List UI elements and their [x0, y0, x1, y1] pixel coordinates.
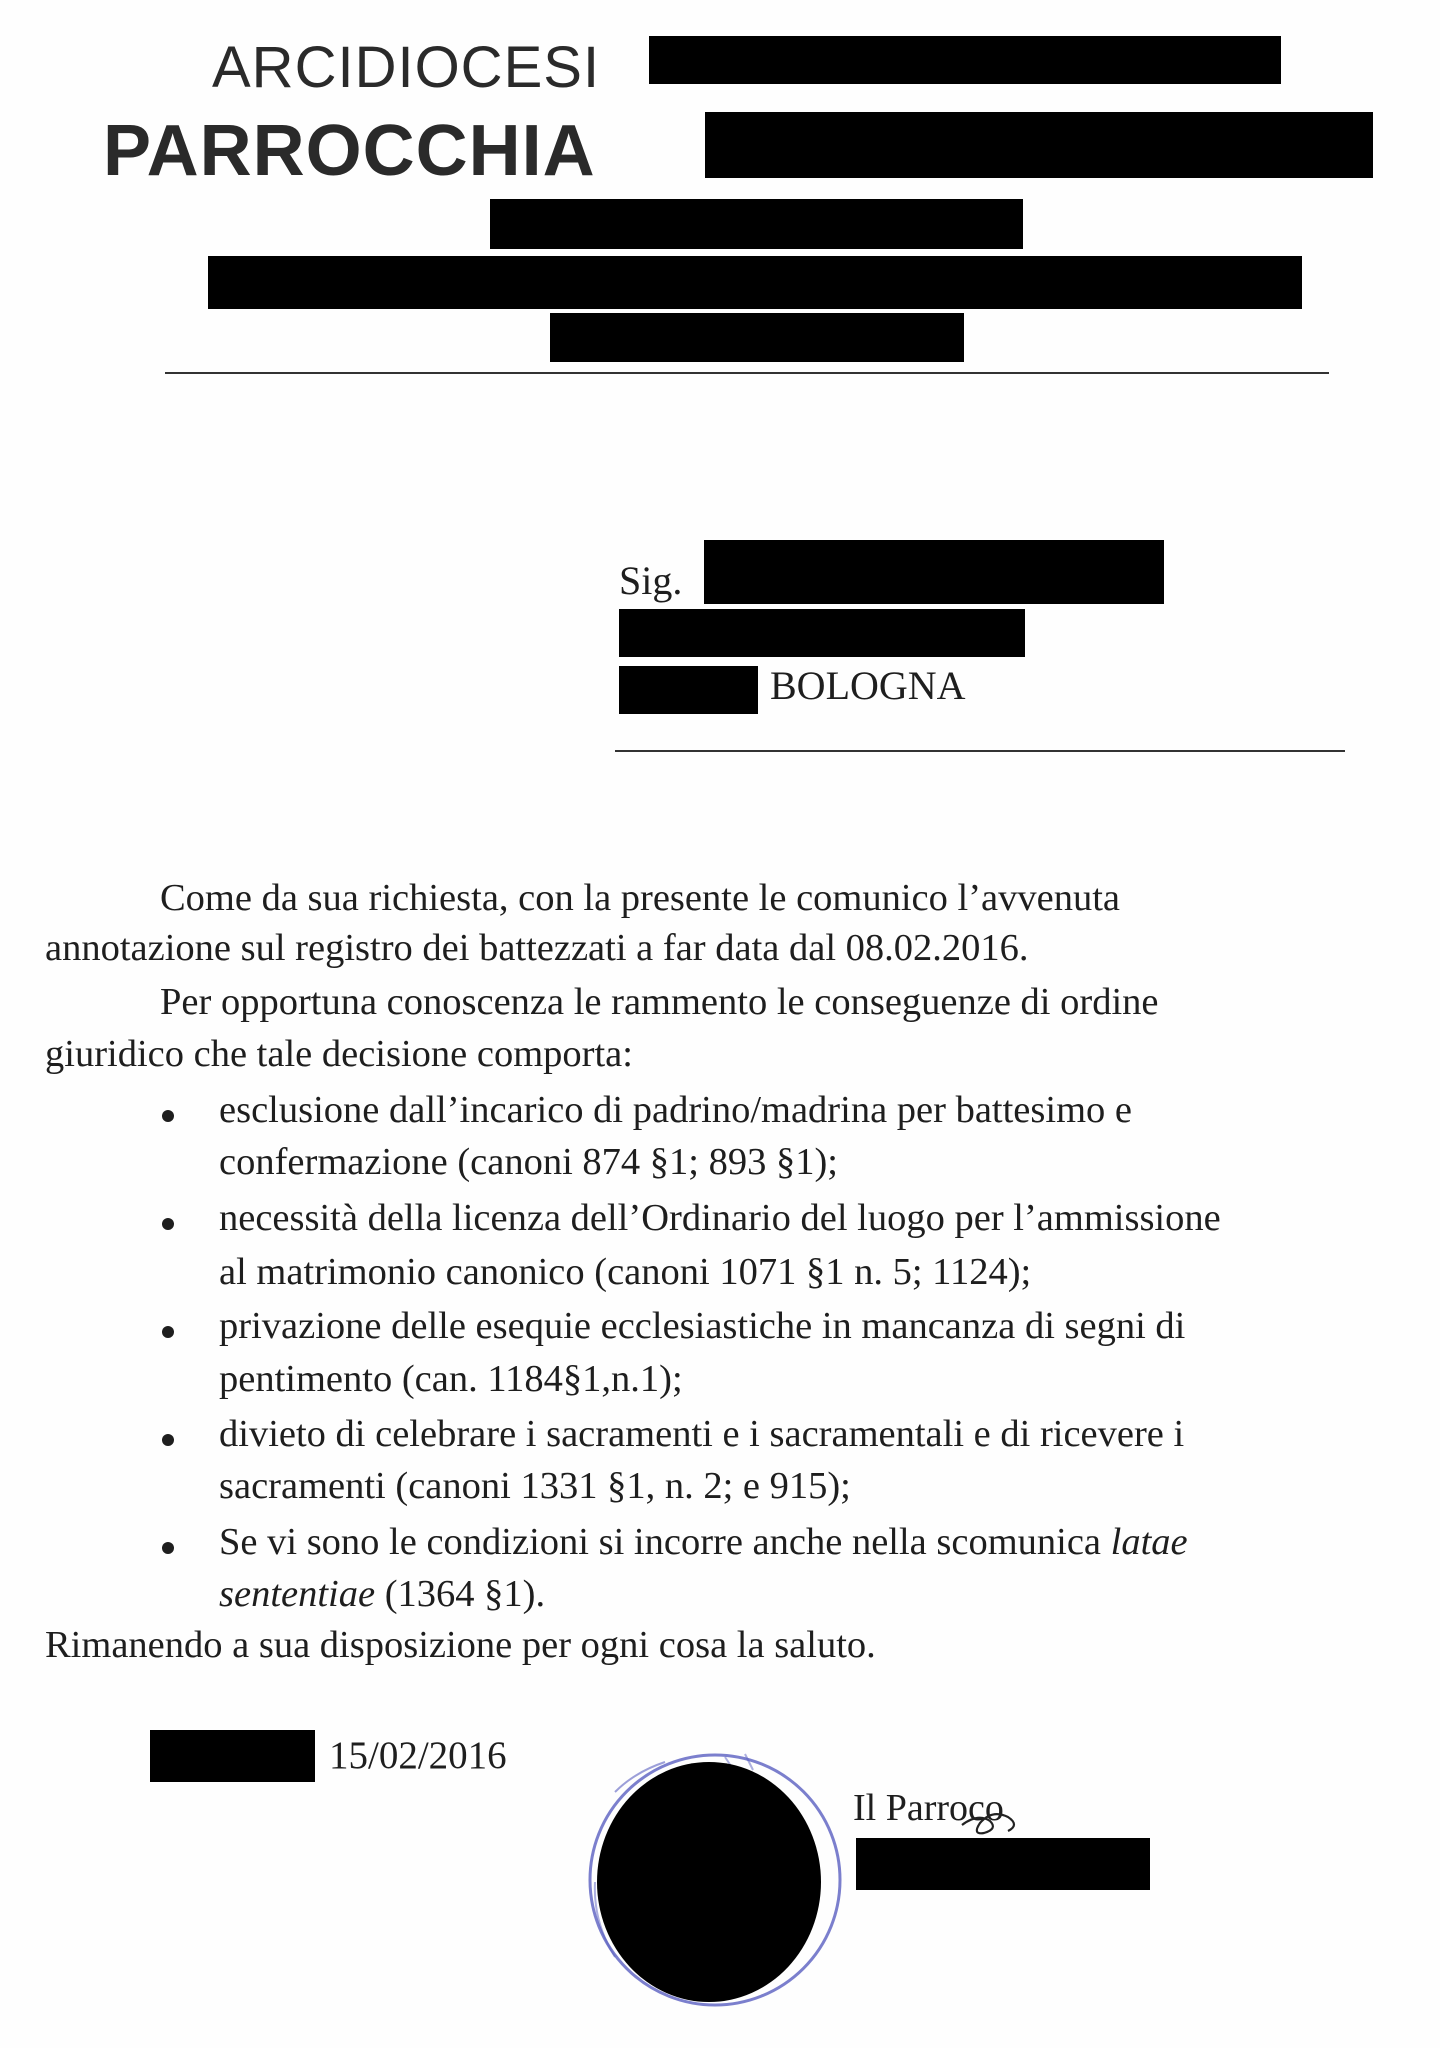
bullet-3-line-1: privazione delle esequie ecclesiastiche in mancanza di segni di — [219, 1305, 1186, 1347]
paragraph-1-line-2: annotazione sul registro dei battezzati a far data dal 08.02.2016. — [45, 927, 1029, 969]
bullet-dot — [162, 1542, 174, 1554]
bullet-5-citation: (1364 §1). — [375, 1573, 546, 1615]
redacted-stamp-center — [597, 1762, 821, 2002]
redacted-address-line-2 — [208, 256, 1302, 309]
bullet-4-line-1: divieto di celebrare i sacramenti e i sacramentali e di ricevere i — [219, 1413, 1185, 1455]
redacted-parish-name — [705, 112, 1373, 178]
bullet-3-line-2: pentimento (can. 1184§1,n.1); — [219, 1358, 683, 1400]
redacted-recipient-postcode — [619, 666, 758, 714]
paragraph-2-line-2: giuridico che tale decisione comporta: — [45, 1033, 633, 1075]
recipient-salutation: Sig. — [619, 558, 683, 603]
bullet-dot — [162, 1110, 174, 1122]
bullet-2-line-1: necessità della licenza dell’Ordinario del luogo per l’ammissione — [219, 1197, 1221, 1239]
redacted-diocese-name — [649, 36, 1281, 84]
parish-stamp — [575, 1732, 865, 2032]
bullet-5-latin-italic-2: sententiae — [219, 1573, 376, 1615]
closing-line: Rimanendo a sua disposizione per ogni cosa la saluto. — [45, 1624, 876, 1666]
bullet-5-text: Se vi sono le condizioni si incorre anche nella scomunica — [219, 1521, 1111, 1563]
header-divider — [165, 372, 1329, 374]
redacted-recipient-name — [704, 540, 1164, 604]
signatory-title: Il Parroco — [853, 1787, 1004, 1829]
recipient-divider — [615, 750, 1345, 752]
bullet-2-line-2: al matrimonio canonico (canoni 1071 §1 n. 5; 1124); — [219, 1251, 1032, 1293]
letter-date: 15/02/2016 — [329, 1734, 507, 1777]
parish-label: PARROCCHIA — [103, 111, 596, 191]
redacted-address-line-1 — [490, 199, 1023, 249]
bullet-5-latin-italic: latae — [1110, 1521, 1188, 1563]
paragraph-2-line-1: Per opportuna conoscenza le rammento le conseguenze di ordine — [160, 981, 1159, 1023]
redacted-recipient-street — [619, 609, 1025, 657]
bullet-4-line-2: sacramenti (canoni 1331 §1, n. 2; e 915); — [219, 1465, 851, 1507]
bullet-5-line-2 — [219, 1572, 545, 1616]
bullet-dot — [162, 1434, 174, 1446]
redacted-priest-name — [856, 1838, 1150, 1890]
paragraph-1-line-1: Come da sua richiesta, con la presente le comunico l’avvenuta — [160, 877, 1120, 919]
bullet-1-line-2: confermazione (canoni 874 §1; 893 §1); — [219, 1141, 839, 1183]
bullet-dot — [162, 1326, 174, 1338]
bullet-dot — [162, 1218, 174, 1230]
bullet-5-line-1 — [219, 1520, 1188, 1564]
diocese-label: ARCIDIOCESI — [212, 35, 601, 100]
bullet-1-line-1: esclusione dall’incarico di padrino/madrina per battesimo e — [219, 1089, 1132, 1131]
redacted-place — [150, 1730, 315, 1782]
redacted-address-line-3 — [550, 313, 964, 362]
recipient-city: BOLOGNA — [770, 663, 966, 708]
